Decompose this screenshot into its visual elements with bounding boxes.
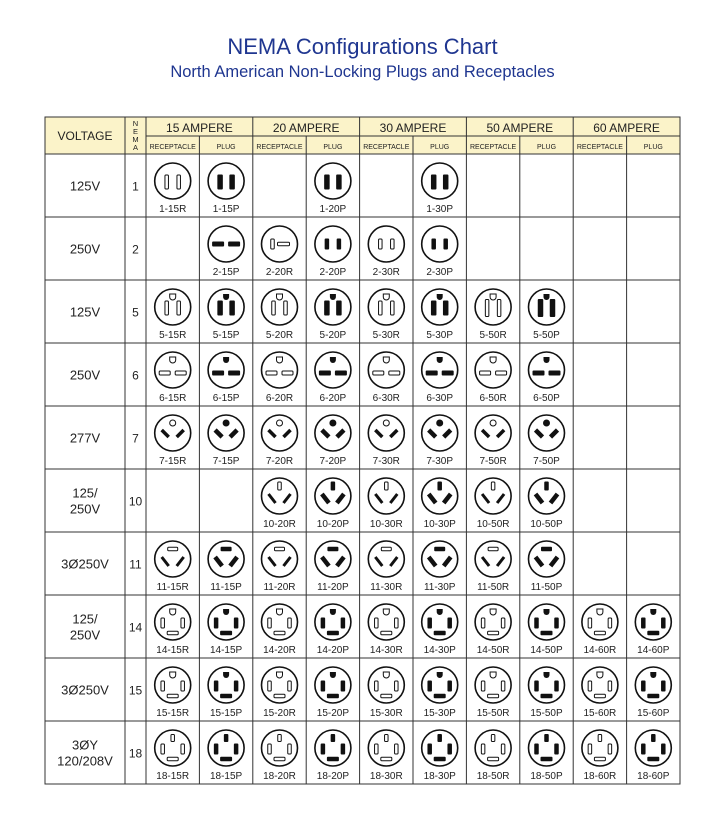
outlet-face-icon <box>155 415 191 451</box>
voltage-label: 250V <box>69 367 101 383</box>
configuration-label: 7-50R <box>479 456 507 467</box>
voltage-label: 125/ <box>72 485 98 501</box>
outlet-face-icon <box>315 604 351 640</box>
outlet-face-icon <box>582 730 618 766</box>
outlet-face-icon <box>208 730 244 766</box>
configuration-label: 1-20P <box>319 204 347 215</box>
configuration-label: 14-15P <box>209 645 243 656</box>
configuration-label: 6-50R <box>479 393 507 404</box>
outlet-face-icon <box>315 667 351 703</box>
outlet-face-icon <box>475 730 511 766</box>
configuration-label: 11-50P <box>530 582 563 593</box>
outlet-face-icon <box>529 289 565 325</box>
ampere-header: 50 AMPERE <box>486 121 554 135</box>
sub-header: PLUG <box>536 144 557 151</box>
configuration-label: 15-30R <box>369 708 403 719</box>
outlet-face-icon <box>315 226 351 262</box>
outlet-face-icon <box>208 667 244 703</box>
outlet-face-icon <box>315 289 351 325</box>
outlet-face-icon <box>155 289 191 325</box>
outlet-face-icon <box>155 541 191 577</box>
outlet-face-icon <box>529 541 565 577</box>
outlet-face-icon <box>208 541 244 577</box>
configuration-label: 5-15P <box>212 330 240 341</box>
sub-header: RECEPTACLE <box>256 144 303 151</box>
page-title: NEMA Configurations Chart <box>227 34 498 59</box>
configuration-label: 5-50R <box>479 330 507 341</box>
configuration-label: 6-30R <box>372 393 400 404</box>
configuration-label: 2-30R <box>372 267 400 278</box>
nema-number: 15 <box>128 683 143 698</box>
outlet-face-icon <box>529 604 565 640</box>
ampere-header: 30 AMPERE <box>379 121 447 135</box>
configuration-label: 1-15P <box>212 204 240 215</box>
outlet-face-icon <box>262 604 298 640</box>
outlet-face-icon <box>368 226 404 262</box>
voltage-label: 125V <box>69 178 101 194</box>
configuration-label: 14-30P <box>423 645 456 656</box>
configuration-label: 7-15P <box>212 456 240 467</box>
ampere-header: 60 AMPERE <box>593 121 660 135</box>
outlet-face-icon <box>582 604 618 640</box>
outlet-face-icon <box>529 478 565 514</box>
table-row <box>70 163 458 215</box>
nema-header-letter: N <box>132 119 139 128</box>
nema-header-letter: E <box>132 127 139 136</box>
voltage-label: 120/208V <box>57 753 113 769</box>
table-row <box>70 604 671 656</box>
page-subtitle: North American Non-Locking Plugs and Receptacles <box>170 63 555 81</box>
configuration-label: 5-20R <box>265 330 294 341</box>
nema-number: 10 <box>128 494 143 509</box>
outlet-face-icon <box>475 478 511 514</box>
table-row <box>57 730 671 782</box>
configuration-label: 1-30P <box>426 204 454 215</box>
configuration-label: 11-30R <box>370 582 403 593</box>
outlet-face-icon <box>635 730 671 766</box>
outlet-face-icon <box>475 352 511 388</box>
voltage-label: 3Ø250V <box>61 682 109 698</box>
configuration-label: 7-20R <box>265 456 294 467</box>
outlet-face-icon <box>262 478 298 514</box>
outlet-face-icon <box>422 352 458 388</box>
outlet-face-icon <box>262 289 298 325</box>
nema-number: 14 <box>128 620 143 635</box>
configuration-label: 18-60R <box>583 771 617 782</box>
voltage-label: 125/ <box>72 611 98 627</box>
nema-number: 5 <box>132 305 139 320</box>
configuration-label: 2-20R <box>265 267 294 278</box>
voltage-label: 250V <box>69 627 101 643</box>
nema-header-letter: A <box>132 143 139 152</box>
outlet-face-icon <box>422 289 458 325</box>
configuration-label: 11-15P <box>210 582 242 593</box>
configuration-label: 18-50R <box>476 771 510 782</box>
configuration-label: 7-20P <box>319 456 347 467</box>
configuration-label: 10-20R <box>263 519 296 530</box>
table-row <box>61 541 564 593</box>
outlet-face-icon <box>529 667 565 703</box>
configuration-label: 14-60R <box>583 645 617 656</box>
configuration-label: 18-50P <box>530 771 563 782</box>
configuration-label: 15-20P <box>316 708 350 719</box>
outlet-face-icon <box>262 667 298 703</box>
outlet-face-icon <box>422 415 458 451</box>
outlet-face-icon <box>475 415 511 451</box>
configuration-label: 10-50R <box>476 519 510 530</box>
configuration-label: 5-15R <box>159 330 187 341</box>
configuration-label: 5-20P <box>319 330 347 341</box>
configuration-label: 10-30P <box>423 519 456 530</box>
outlet-face-icon <box>262 352 298 388</box>
outlet-face-icon <box>262 730 298 766</box>
outlet-face-icon <box>208 352 244 388</box>
configuration-label: 11-15R <box>156 582 189 593</box>
configuration-label: 6-15R <box>159 393 187 404</box>
configuration-label: 15-30P <box>423 708 456 719</box>
nema-header-letter: M <box>132 135 139 144</box>
outlet-face-icon <box>475 289 511 325</box>
voltage-label: 277V <box>69 430 101 446</box>
configuration-label: 14-30R <box>369 645 403 656</box>
outlet-face-icon <box>529 415 565 451</box>
configuration-label: 11-20R <box>263 582 296 593</box>
table-row <box>61 667 671 719</box>
outlet-face-icon <box>208 604 244 640</box>
outlet-face-icon <box>208 289 244 325</box>
nema-number: 11 <box>129 557 142 572</box>
configuration-label: 6-20P <box>319 393 347 404</box>
configuration-label: 18-20R <box>263 771 296 782</box>
outlet-face-icon <box>262 541 298 577</box>
configuration-label: 10-30R <box>369 519 403 530</box>
sub-header: PLUG <box>323 144 343 151</box>
table-row <box>70 415 565 467</box>
outlet-face-icon <box>368 604 404 640</box>
configuration-label: 15-50R <box>476 708 510 719</box>
sub-header: PLUG <box>430 144 450 151</box>
configuration-label: 11-20P <box>317 582 349 593</box>
configuration-label: 14-50R <box>476 645 510 656</box>
configuration-label: 6-50P <box>533 393 560 404</box>
configuration-label: 14-20P <box>316 645 350 656</box>
outlet-face-icon <box>208 415 244 451</box>
outlet-face-icon <box>368 352 404 388</box>
configuration-label: 7-30R <box>372 456 400 467</box>
configuration-label: 18-30P <box>423 771 456 782</box>
outlet-face-icon <box>368 541 404 577</box>
nema-number: 7 <box>132 431 139 446</box>
outlet-face-icon <box>368 730 404 766</box>
sub-header: RECEPTACLE <box>363 144 410 151</box>
configuration-label: 7-50P <box>533 456 560 467</box>
outlet-face-icon <box>155 163 191 199</box>
outlet-face-icon <box>635 604 671 640</box>
configuration-label: 18-20P <box>316 771 350 782</box>
outlet-face-icon <box>635 667 671 703</box>
nema-number: 6 <box>132 368 139 383</box>
nema-number: 1 <box>132 179 139 194</box>
outlet-face-icon <box>208 226 244 262</box>
configuration-label: 15-15R <box>156 708 190 719</box>
outlet-face-icon <box>529 730 565 766</box>
outlet-face-icon <box>368 289 404 325</box>
table-row <box>70 226 458 278</box>
outlet-face-icon <box>262 226 298 262</box>
configuration-label: 2-20P <box>319 267 347 278</box>
configuration-label: 18-15P <box>209 771 243 782</box>
outlet-face-icon <box>315 478 351 514</box>
configuration-label: 14-50P <box>530 645 563 656</box>
outlet-face-icon <box>262 415 298 451</box>
sub-header: PLUG <box>216 144 236 151</box>
outlet-face-icon <box>315 541 351 577</box>
nema-number: 2 <box>132 242 139 257</box>
outlet-face-icon <box>315 415 351 451</box>
outlet-face-icon <box>422 478 458 514</box>
voltage-label: 3ØY <box>71 737 99 753</box>
configuration-label: 5-30P <box>426 330 454 341</box>
sub-header: PLUG <box>643 144 663 151</box>
outlet-face-icon <box>475 541 511 577</box>
outlet-face-icon <box>529 352 565 388</box>
configuration-label: 15-50P <box>530 708 563 719</box>
configuration-label: 2-15P <box>212 267 240 278</box>
outlet-face-icon <box>582 667 618 703</box>
configuration-label: 14-20R <box>263 645 296 656</box>
configuration-label: 7-30P <box>426 456 454 467</box>
outlet-face-icon <box>208 163 244 199</box>
configuration-label: 5-30R <box>372 330 400 341</box>
configuration-label: 15-20R <box>263 708 296 719</box>
outlet-face-icon <box>315 730 351 766</box>
voltage-label: 3Ø250V <box>61 556 109 572</box>
sub-header: RECEPTACLE <box>149 144 196 151</box>
outlet-face-icon <box>422 667 458 703</box>
configuration-label: 18-30R <box>369 771 403 782</box>
ampere-header: 15 AMPERE <box>166 121 233 135</box>
configuration-label: 11-50R <box>477 582 510 593</box>
configuration-label: 18-15R <box>156 771 190 782</box>
outlet-face-icon <box>422 226 458 262</box>
outlet-face-icon <box>368 478 404 514</box>
configuration-label: 1-15R <box>159 204 187 215</box>
table-row <box>70 352 565 404</box>
outlet-face-icon <box>422 163 458 199</box>
configuration-label: 6-20R <box>265 393 294 404</box>
table-row <box>70 478 565 530</box>
configuration-label: 15-60P <box>637 708 670 719</box>
configuration-label: 2-30P <box>426 267 454 278</box>
voltage-label: 250V <box>69 501 101 517</box>
outlet-face-icon <box>155 604 191 640</box>
configuration-label: 14-60P <box>637 645 670 656</box>
outlet-face-icon <box>422 541 458 577</box>
nema-number: 18 <box>128 746 143 761</box>
outlet-face-icon <box>422 604 458 640</box>
configuration-label: 10-20P <box>316 519 350 530</box>
outlet-face-icon <box>155 730 191 766</box>
configuration-label: 7-15R <box>159 456 187 467</box>
outlet-face-icon <box>155 667 191 703</box>
outlet-face-icon <box>475 604 511 640</box>
sub-header: RECEPTACLE <box>470 144 517 151</box>
voltage-label: 250V <box>69 241 101 257</box>
ampere-header: 20 AMPERE <box>272 121 340 135</box>
voltage-label: 125V <box>69 304 101 320</box>
outlet-face-icon <box>368 667 404 703</box>
configuration-label: 11-30P <box>423 582 456 593</box>
configuration-label: 10-50P <box>530 519 563 530</box>
voltage-header: VOLTAGE <box>57 129 113 143</box>
configuration-label: 5-50P <box>533 330 560 341</box>
configuration-label: 14-15R <box>156 645 190 656</box>
outlet-face-icon <box>315 163 351 199</box>
outlet-face-icon <box>155 352 191 388</box>
configuration-label: 6-15P <box>212 393 240 404</box>
configuration-label: 18-60P <box>637 771 670 782</box>
table-row <box>70 289 565 341</box>
sub-header: RECEPTACLE <box>576 144 623 151</box>
outlet-face-icon <box>315 352 351 388</box>
outlet-face-icon <box>475 667 511 703</box>
outlet-face-icon <box>368 415 404 451</box>
configuration-label: 15-60R <box>583 708 617 719</box>
configuration-label: 6-30P <box>426 393 454 404</box>
outlet-face-icon <box>422 730 458 766</box>
configuration-label: 15-15P <box>209 708 243 719</box>
